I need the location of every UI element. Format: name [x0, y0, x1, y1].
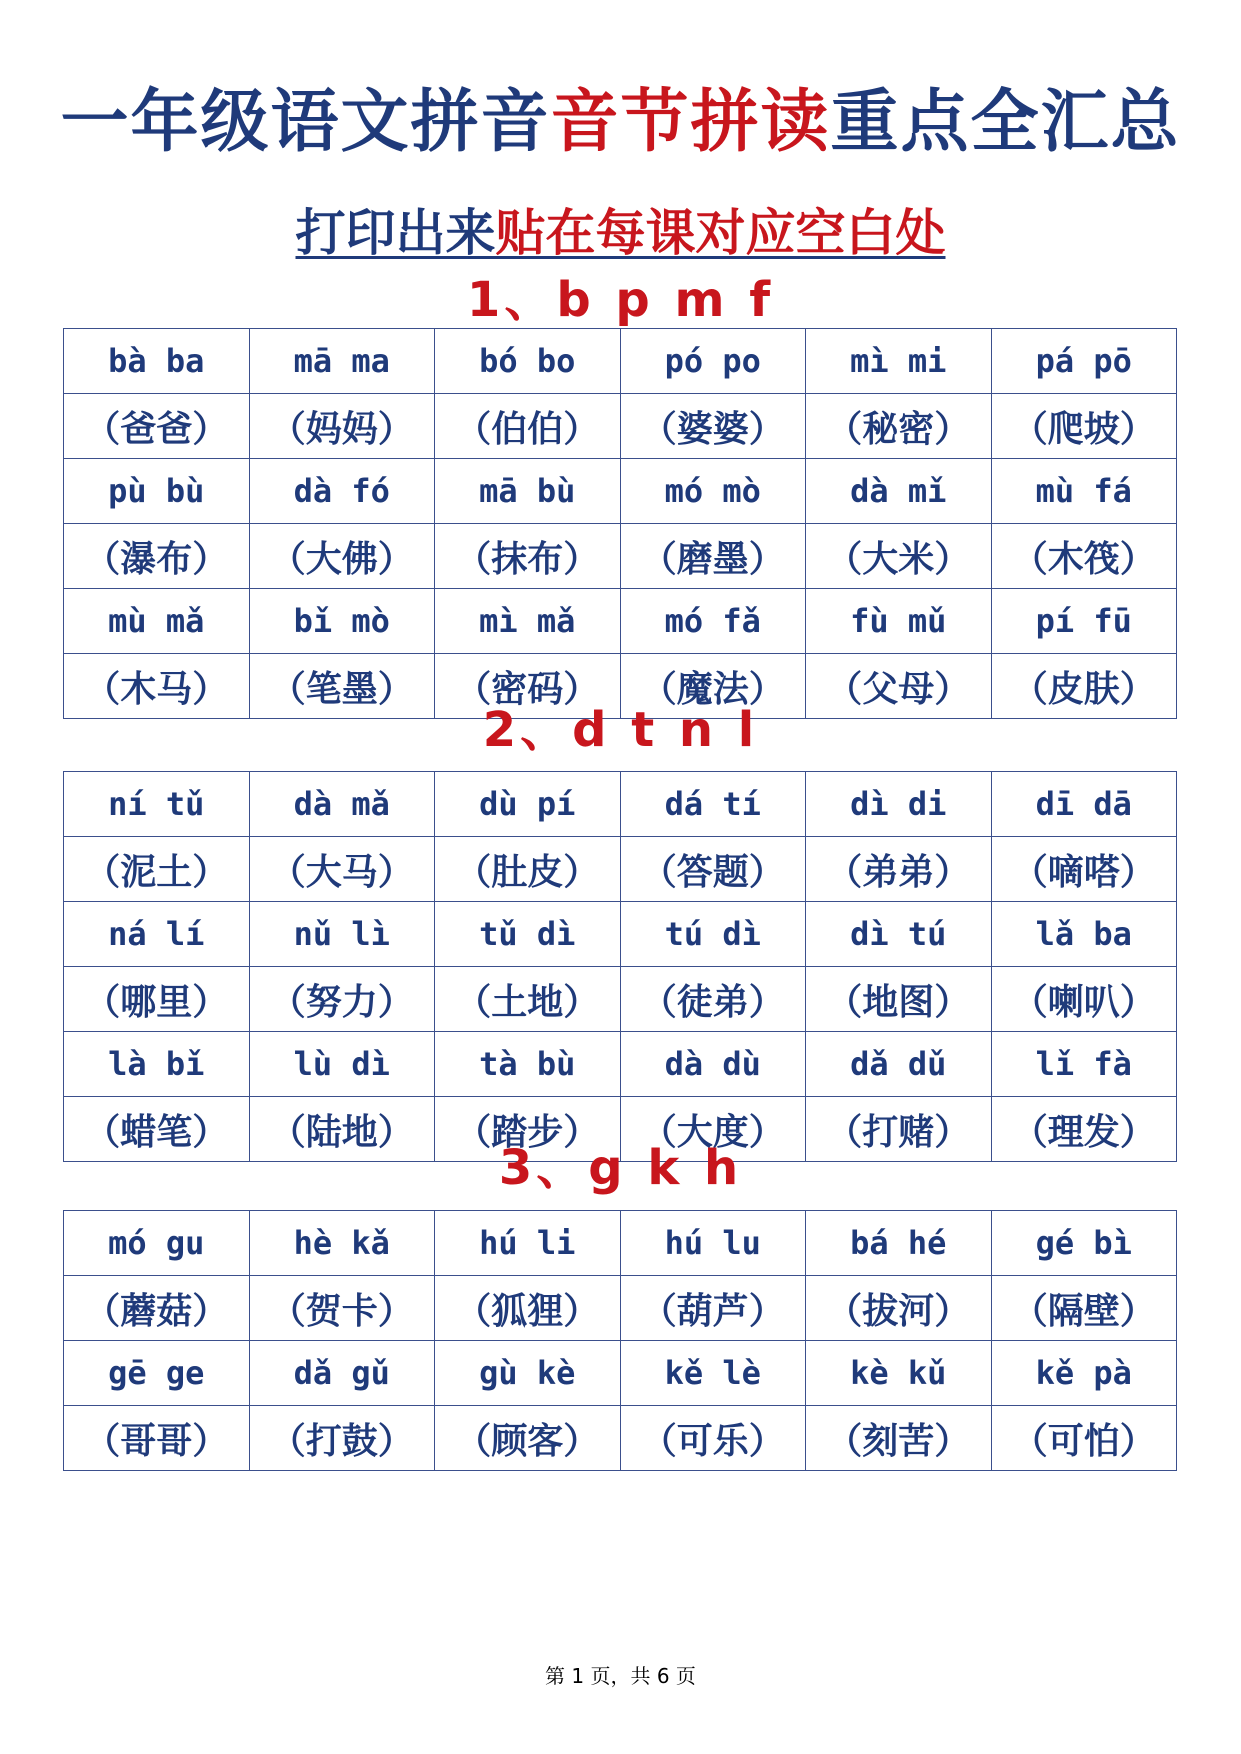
pinyin-cell: lǎ ba — [991, 902, 1177, 967]
hanzi-cell: （大佛） — [249, 524, 435, 589]
hanzi-cell: （踏步） — [435, 1097, 621, 1162]
pinyin-cell: kě pà — [991, 1341, 1177, 1406]
hanzi-cell: （努力） — [249, 967, 435, 1032]
hanzi-cell: （打鼓） — [249, 1406, 435, 1471]
section-3-table — [63, 1210, 1177, 1471]
hanzi-cell: （隔壁） — [991, 1276, 1177, 1341]
hanzi-cell: （狐狸） — [435, 1276, 621, 1341]
table-row — [64, 1406, 1177, 1471]
hanzi-cell: （瀑布） — [64, 524, 250, 589]
pinyin-cell: dà dù — [620, 1032, 806, 1097]
page-title — [0, 78, 1241, 168]
pinyin-cell: hú li — [435, 1211, 621, 1276]
pinyin-cell: dì tú — [806, 902, 992, 967]
hanzi-cell: （可乐） — [620, 1406, 806, 1471]
pinyin-cell: dà mǐ — [806, 459, 992, 524]
table-row — [64, 394, 1177, 459]
hanzi-cell: （密码） — [435, 654, 621, 719]
hanzi-cell: （嘀嗒） — [991, 837, 1177, 902]
hanzi-cell: （抹布） — [435, 524, 621, 589]
pinyin-cell: dà fó — [249, 459, 435, 524]
pinyin-cell: dī dā — [991, 772, 1177, 837]
hanzi-cell: （葫芦） — [620, 1276, 806, 1341]
pinyin-cell: là bǐ — [64, 1032, 250, 1097]
pinyin-cell: kè kǔ — [806, 1341, 992, 1406]
hanzi-cell: （伯伯） — [435, 394, 621, 459]
hanzi-cell: （刻苦） — [806, 1406, 992, 1471]
pinyin-cell: lǐ fà — [991, 1032, 1177, 1097]
hanzi-cell: （爬坡） — [991, 394, 1177, 459]
table-row — [64, 1211, 1177, 1276]
hanzi-cell: （大马） — [249, 837, 435, 902]
hanzi-cell: （婆婆） — [620, 394, 806, 459]
title-part-2: 音节拼读 — [550, 83, 831, 162]
hanzi-cell: （顾客） — [435, 1406, 621, 1471]
hanzi-cell: （妈妈） — [249, 394, 435, 459]
pinyin-cell: gē ge — [64, 1341, 250, 1406]
table-row — [64, 772, 1177, 837]
hanzi-cell: （打赌） — [806, 1097, 992, 1162]
pinyin-cell: dǎ dǔ — [806, 1032, 992, 1097]
hanzi-cell: （爸爸） — [64, 394, 250, 459]
section-2-heading: 2、d t n l — [482, 702, 759, 758]
pinyin-cell: mā bù — [435, 459, 621, 524]
table-row — [64, 837, 1177, 902]
table-row — [64, 967, 1177, 1032]
hanzi-cell: （答题） — [620, 837, 806, 902]
table-row — [64, 1032, 1177, 1097]
pinyin-cell: pá pō — [991, 329, 1177, 394]
hanzi-cell: （贺卡） — [249, 1276, 435, 1341]
pinyin-cell: tǔ dì — [435, 902, 621, 967]
hanzi-cell: （陆地） — [249, 1097, 435, 1162]
pinyin-cell: mó mò — [620, 459, 806, 524]
pinyin-cell: dá tí — [620, 772, 806, 837]
hanzi-cell: （秘密） — [806, 394, 992, 459]
pinyin-cell: mó fǎ — [620, 589, 806, 654]
table-row — [64, 1276, 1177, 1341]
hanzi-cell: （魔法） — [620, 654, 806, 719]
title-part-3: 重点全汇总 — [830, 83, 1181, 162]
pinyin-cell: dǎ gǔ — [249, 1341, 435, 1406]
hanzi-cell: （可怕） — [991, 1406, 1177, 1471]
hanzi-cell: （大米） — [806, 524, 992, 589]
hanzi-cell: （弟弟） — [806, 837, 992, 902]
pinyin-cell: kě lè — [620, 1341, 806, 1406]
section-3-heading: 3、g k h — [498, 1140, 743, 1196]
table-row — [64, 524, 1177, 589]
table-row — [64, 459, 1177, 524]
hanzi-cell: （肚皮） — [435, 837, 621, 902]
pinyin-cell: mì mǎ — [435, 589, 621, 654]
pinyin-cell: bá hé — [806, 1211, 992, 1276]
pinyin-cell: gé bì — [991, 1211, 1177, 1276]
pinyin-cell: tà bù — [435, 1032, 621, 1097]
table-row — [64, 329, 1177, 394]
pinyin-cell: hú lu — [620, 1211, 806, 1276]
hanzi-cell: （大度） — [620, 1097, 806, 1162]
hanzi-cell: （笔墨） — [249, 654, 435, 719]
hanzi-cell: （父母） — [806, 654, 992, 719]
pinyin-cell: lù dì — [249, 1032, 435, 1097]
hanzi-cell: （磨墨） — [620, 524, 806, 589]
pinyin-cell: ní tǔ — [64, 772, 250, 837]
pinyin-cell: pí fū — [991, 589, 1177, 654]
pinyin-cell: mù fá — [991, 459, 1177, 524]
pinyin-cell: tú dì — [620, 902, 806, 967]
section-1-table — [63, 328, 1177, 719]
hanzi-cell: （地图） — [806, 967, 992, 1032]
pinyin-cell: dì di — [806, 772, 992, 837]
hanzi-cell: （皮肤） — [991, 654, 1177, 719]
hanzi-cell: （徒弟） — [620, 967, 806, 1032]
hanzi-cell: （喇叭） — [991, 967, 1177, 1032]
hanzi-cell: （理发） — [991, 1097, 1177, 1162]
pinyin-cell: mì mi — [806, 329, 992, 394]
subtitle-part-1: 打印出来 — [295, 204, 496, 262]
hanzi-cell: （土地） — [435, 967, 621, 1032]
page-subtitle — [0, 198, 1241, 268]
hanzi-cell: （蜡笔） — [64, 1097, 250, 1162]
page-footer: 第 1 页，共 6 页 — [545, 1664, 696, 1688]
pinyin-cell: mā ma — [249, 329, 435, 394]
pinyin-cell: pó po — [620, 329, 806, 394]
subtitle-part-2: 贴在每课对应空白处 — [495, 204, 946, 262]
pinyin-cell: hè kǎ — [249, 1211, 435, 1276]
pinyin-cell: mù mǎ — [64, 589, 250, 654]
pinyin-cell: fù mǔ — [806, 589, 992, 654]
table-row — [64, 589, 1177, 654]
pinyin-cell: bǐ mò — [249, 589, 435, 654]
table-row — [64, 1341, 1177, 1406]
section-2-table — [63, 771, 1177, 1162]
title-part-1: 一年级语文拼音 — [60, 83, 551, 162]
section-1-heading: 1、b p m f — [466, 272, 775, 328]
pinyin-cell: pù bù — [64, 459, 250, 524]
pinyin-cell: nǔ lì — [249, 902, 435, 967]
hanzi-cell: （木筏） — [991, 524, 1177, 589]
pinyin-cell: ná lí — [64, 902, 250, 967]
pinyin-cell: gù kè — [435, 1341, 621, 1406]
hanzi-cell: （哥哥） — [64, 1406, 250, 1471]
hanzi-cell: （泥土） — [64, 837, 250, 902]
hanzi-cell: （拔河） — [806, 1276, 992, 1341]
pinyin-cell: dà mǎ — [249, 772, 435, 837]
hanzi-cell: （木马） — [64, 654, 250, 719]
table-row — [64, 902, 1177, 967]
pinyin-cell: dù pí — [435, 772, 621, 837]
pinyin-cell: bó bo — [435, 329, 621, 394]
hanzi-cell: （蘑菇） — [64, 1276, 250, 1341]
hanzi-cell: （哪里） — [64, 967, 250, 1032]
pinyin-cell: bà ba — [64, 329, 250, 394]
pinyin-cell: mó gu — [64, 1211, 250, 1276]
